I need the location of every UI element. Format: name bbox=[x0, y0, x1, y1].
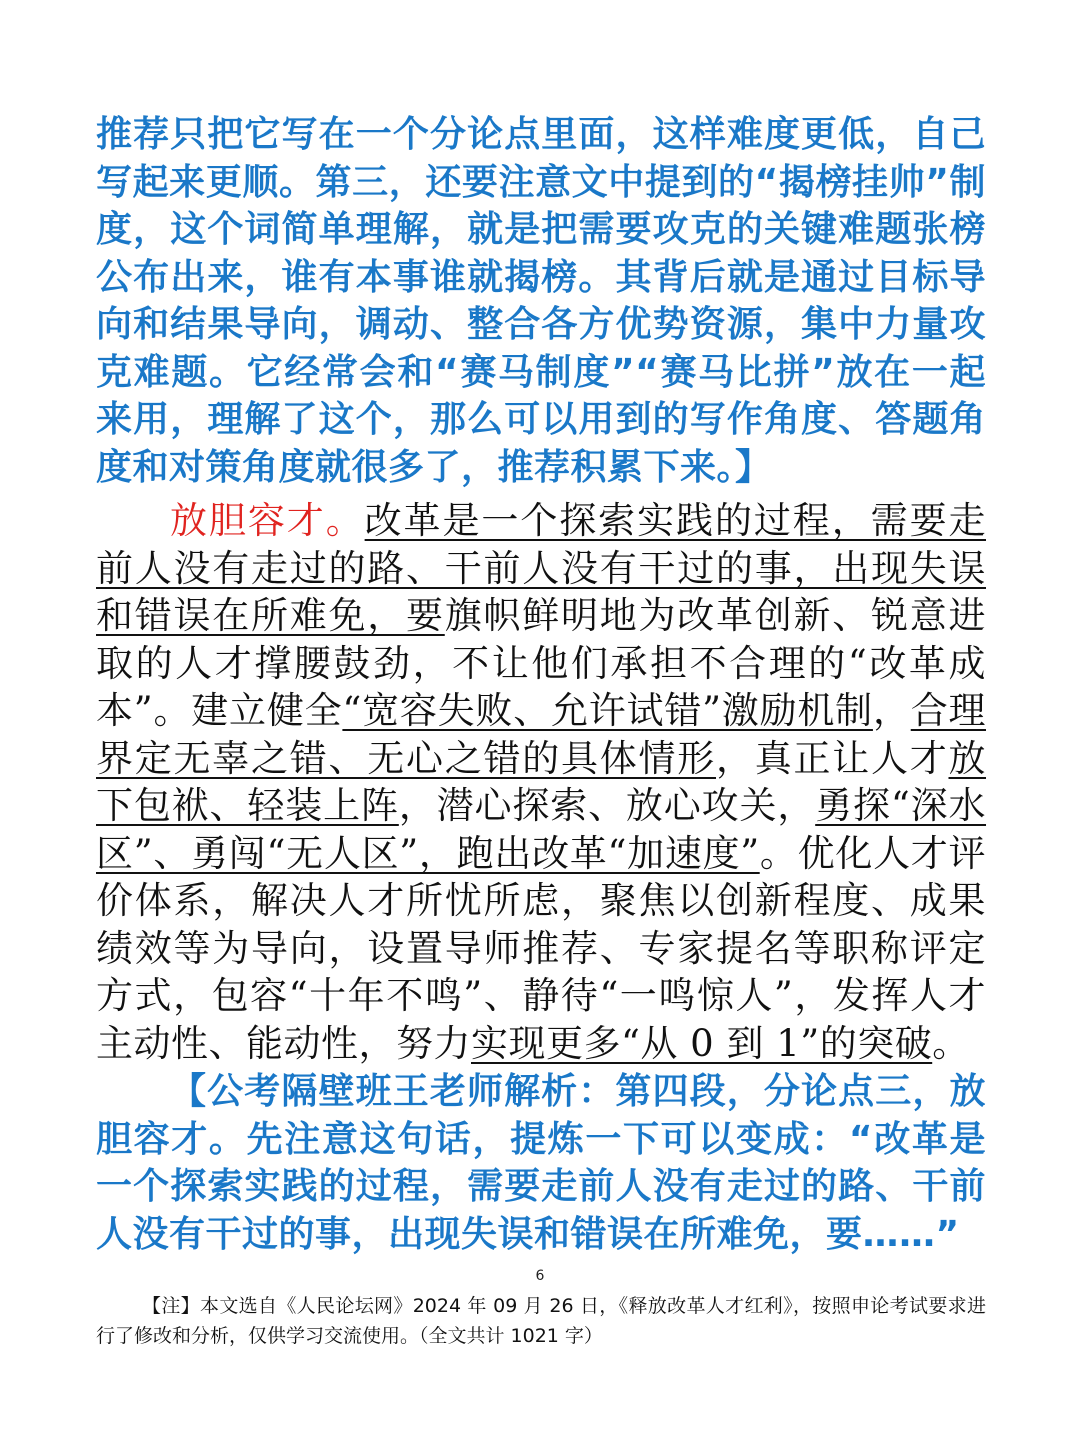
underlined-text: 实现更多“从 0 到 1”的突破 bbox=[471, 1021, 933, 1065]
body-paragraph-fangdan-rongcai bbox=[96, 497, 986, 1067]
section-heading: 放胆容才。 bbox=[170, 499, 365, 542]
underlined-text: 改革是一个探索实践的过程，需要走前人没有走过的路、干前人没有干过的事，出现失误和错误在所难免，要 bbox=[96, 499, 986, 637]
underlined-text: 勇探“深水区”、勇闯“无人区”，跑出改革“加速度” bbox=[96, 784, 987, 875]
footnote: 【注】本文选自《人民论坛网》2024 年 09 月 26 日，《释放改革人才红利》，按照申论考试要求进行了修改和分析，仅供学习交流使用。（全文共计 1021 字） bbox=[96, 1295, 986, 1347]
plain-text: 。 bbox=[932, 1021, 970, 1065]
underlined-text: “宽容失败、允许试错”激励机制 bbox=[342, 689, 873, 732]
page-number: 6 bbox=[535, 1268, 545, 1284]
plain-text: 。优化人才评价体系，解决人才所忧所虑，聚焦以创新程度、成果绩效等为导向，设置导师推荐、专家提名等职称评定方式，包容“十年不鸣”、静待“一鸣惊人”，发挥人才主动性、能动性，努力 bbox=[96, 831, 987, 1065]
analysis-paragraph: 【公考隔壁班王老师解析：第四段，分论点三，放胆容才。先注意这句话，提炼一下可以变成：“改革是一个探索实践的过程，需要走前人没有走过的路、干前人没有干过的事，出现失误和错误在所难免，要……” bbox=[96, 1071, 986, 1255]
underlined-text: 放下包袱、轻装上阵 bbox=[96, 736, 986, 827]
plain-text: 旗帜鲜明地为改革创新、锐意进取的人才撑腰鼓劲，不让他们承担不合理的“改革成本”。建立健全 bbox=[96, 594, 986, 732]
plain-text: ，潜心探索、放心攻关， bbox=[398, 784, 816, 827]
analysis-paragraph-continued: 推荐只把它写在一个分论点里面，这样难度更低，自己写起来更顺。第三，还要注意文中提到的“揭榜挂帅”制度，这个词简单理解，就是把需要攻克的关键难题张榜公布出来，谁有本事谁就揭榜。其背后就是通过目标导向和结果导向，调动、整合各方优势资源，集中力量攻克难题。它经常会和“赛马制度”“赛马比拼”放在一起来用，理解了这个，那么可以用到的写作角度、答题角度和对策角度就很多了，推荐积累下来。】 bbox=[96, 114, 986, 488]
plain-text: ， bbox=[872, 689, 911, 732]
plain-text: ，真正让人才 bbox=[716, 736, 949, 780]
underlined-text: 合理界定无辜之错、无心之错的具体情形 bbox=[96, 689, 986, 780]
